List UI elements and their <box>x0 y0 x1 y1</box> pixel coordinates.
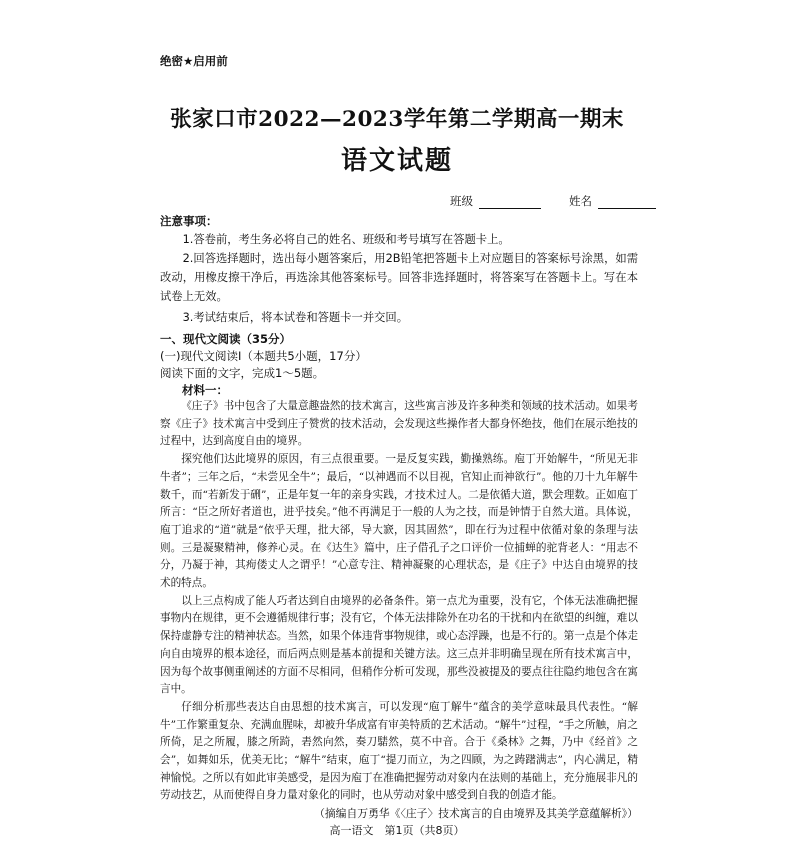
passage-paragraph: 《庄子》书中包含了大量意趣盎然的技术寓言，这些寓言涉及许多种类和领域的技术活动。如果考察《庄子》技术寓言中受到庄子赞赏的技术活动，会发现这些操作者大都身怀绝技，他们在展示绝技的过程中，达到高度自由的境界。 <box>160 400 638 448</box>
class-blank <box>479 196 541 209</box>
exam-title: 张家口市2022—2023学年第二学期高一期末 <box>170 107 624 132</box>
material-label: 材料一： <box>182 383 228 397</box>
exam-subtitle: 语文试题 <box>340 146 453 176</box>
passage <box>160 398 638 823</box>
notes-list <box>160 230 638 327</box>
class-label: 班级 <box>450 194 473 208</box>
note-item: 1.答卷前，考生务必将自己的姓名、班级和考号填写在答题卡上。 <box>182 233 510 246</box>
notes-heading: 注意事项： <box>160 214 218 228</box>
page-footer: 高一语文 第1页（共8页） <box>329 824 465 837</box>
reading-instruction: 阅读下面的文字，完成1～5题。 <box>160 366 325 380</box>
passage-paragraph: 以上三点构成了能人巧者达到自由境界的必备条件。第一点尤为重要，没有它，个体无法准确把握事物内在规律，更不会遵循规律行事；没有它，个体无法排除外在功名的干扰和内在欲望的纠缠，难以保持虚静专注的精神状态。当然，如果个体违背事物规律，或心态浮躁，也是不行的。第一点是个体走向自由境界的根本途径，而后两点则是基本前提和关键方法。这三点并非明确呈现在所有技术寓言中，因为每个故事侧重阐述的方面不尽相同，但稍作分析可发现，那些没被提及的要点往往隐约地包含在寓言中。 <box>160 594 638 696</box>
passage-paragraph: 探究他们达此境界的原因，有三点很重要。一是反复实践，勤操熟练。庖丁开始解牛，“所见无非牛者”；三年之后，“未尝见全牛”；最后，“以神遇而不以目视，官知止而神欲行”。他的刀十九年解牛数千，而“若新发于硎”，正是年复一年的亲身实践，才技术过人。二是依循大道，默会理数。正如庖丁所言：“臣之所好者道也，进乎技矣。”他不再满足于一般的人为之技，而是钟情于自然大道。具体说，庖丁追求的“道”就是“依乎天理，批大郤，导大窾，因其固然”，即在行为过程中依循对象的条理与法则。三是凝聚精神，修养心灵。在《达生》篇中，庄子借孔子之口评价一位捕蝉的驼背老人：“用志不分，乃凝于神，其痀偻丈人之谓乎！”心意专注、精神凝聚的心理状态，是《庄子》中达自由境界的技术的特点。 <box>160 453 638 590</box>
name-label: 姓名 <box>569 194 592 208</box>
passage-paragraph: 仔细分析那些表达自由思想的技术寓言，可以发现“庖丁解牛”蕴含的美学意味最具代表性。“解牛”工作繁重复杂、充满血腥味，却被升华成富有审美特质的艺术活动。“解牛”过程，“手之所触，肩之所倚，足之所履，膝之所踦，砉然向然，奏刀騞然，莫不中音。合于《桑林》之舞，乃中《经首》之会”，如舞如乐，优美无比；“解牛”结束，庖丁“提刀而立，为之四顾，为之踌躇满志”，内心满足，精神愉悦。之所以有如此审美感受，是因为庖丁在准确把握劳动对象内在法则的基础上，充分施展非凡的劳动技艺，从而使得自身力量对象化的同时，也从劳动对象中感受到自我的创造才能。 <box>160 700 638 802</box>
note-item: 3.考试结束后，将本试卷和答题卡一并交回。 <box>182 311 409 324</box>
student-info-row <box>450 193 656 209</box>
name-blank <box>598 196 656 209</box>
confidential-label: 绝密★启用前 <box>160 54 228 68</box>
source-citation: （摘编自万勇华《〈庄子〉技术寓言的自由境界及其美学意蕴解析》） <box>314 807 638 821</box>
note-item: 2.回答选择题时，选出每小题答案后，用2B铅笔把答题卡上对应题目的答案标号涂黑，如需改动，用橡皮擦干净后，再选涂其他答案标号。回答非选择题时，将答案写在答题卡上。写在本试卷上无效。 <box>160 252 638 303</box>
subsection-title: (一)现代文阅读Ⅰ（本题共5小题，17分） <box>160 349 367 363</box>
section-title: 一、现代文阅读（35分） <box>160 332 292 346</box>
